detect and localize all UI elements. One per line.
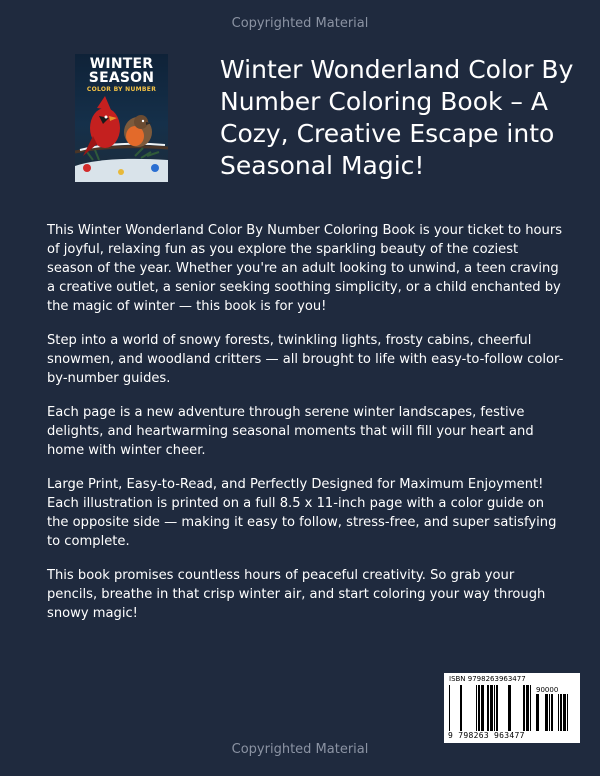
description-body bbox=[47, 221, 567, 638]
cover-title: WINTER SEASON bbox=[88, 56, 155, 86]
barcode-bars bbox=[449, 685, 533, 731]
price-code-label: 90000 bbox=[536, 686, 559, 694]
cardinal-birds-illustration bbox=[75, 94, 168, 182]
cover-subtitle: COLOR BY NUMBER bbox=[86, 86, 157, 93]
isbn-label: ISBN 9798263963477 bbox=[449, 675, 526, 683]
description-paragraph: This book promises countless hours of peaceful creativity. So grab your pencils, breathe in that crisp winter air, and start coloring your way through snowy magic! bbox=[47, 568, 546, 621]
description-paragraph: This Winter Wonderland Color By Number Coloring Book is your ticket to hours of joyful, relaxing fun as you explore the sparkling beauty of the coziest season of the year. Whether you're an adult looking to unwind, a teen craving a creative outlet, a senior seeking soothing simplicity, or a child enchanted by the magic of winter — this book is for you! bbox=[47, 223, 563, 314]
copyright-watermark-bottom: Copyrighted Material bbox=[231, 742, 369, 757]
isbn-barcode bbox=[444, 673, 580, 743]
copyright-watermark-top: Copyrighted Material bbox=[231, 16, 369, 31]
description-paragraph: Large Print, Easy-to-Read, and Perfectly Designed for Maximum Enjoyment! Each illustration is printed on a full 8.5 x 11-inch page with a color guide on the opposite side — making it easy to follow, stress-free, and super satisfying to complete. bbox=[47, 477, 557, 549]
description-paragraph: Step into a world of snowy forests, twinkling lights, frosty cabins, cheerful snowmen, and woodland critters — all brought to life with easy-to-follow color-by-number guides. bbox=[47, 333, 564, 386]
description-paragraph: Each page is a new adventure through serene winter landscapes, festive delights, and heartwarming seasonal moments that will fill your heart and home with winter cheer. bbox=[47, 405, 534, 458]
isbn-digits: 9 798263 963477 bbox=[448, 731, 525, 740]
headline: Winter Wonderland Color By Number Coloring Book – A Cozy, Creative Escape into Seasonal Magic! bbox=[220, 55, 574, 180]
barcode-addon-bars bbox=[536, 694, 576, 731]
book-cover-thumbnail bbox=[75, 54, 168, 182]
